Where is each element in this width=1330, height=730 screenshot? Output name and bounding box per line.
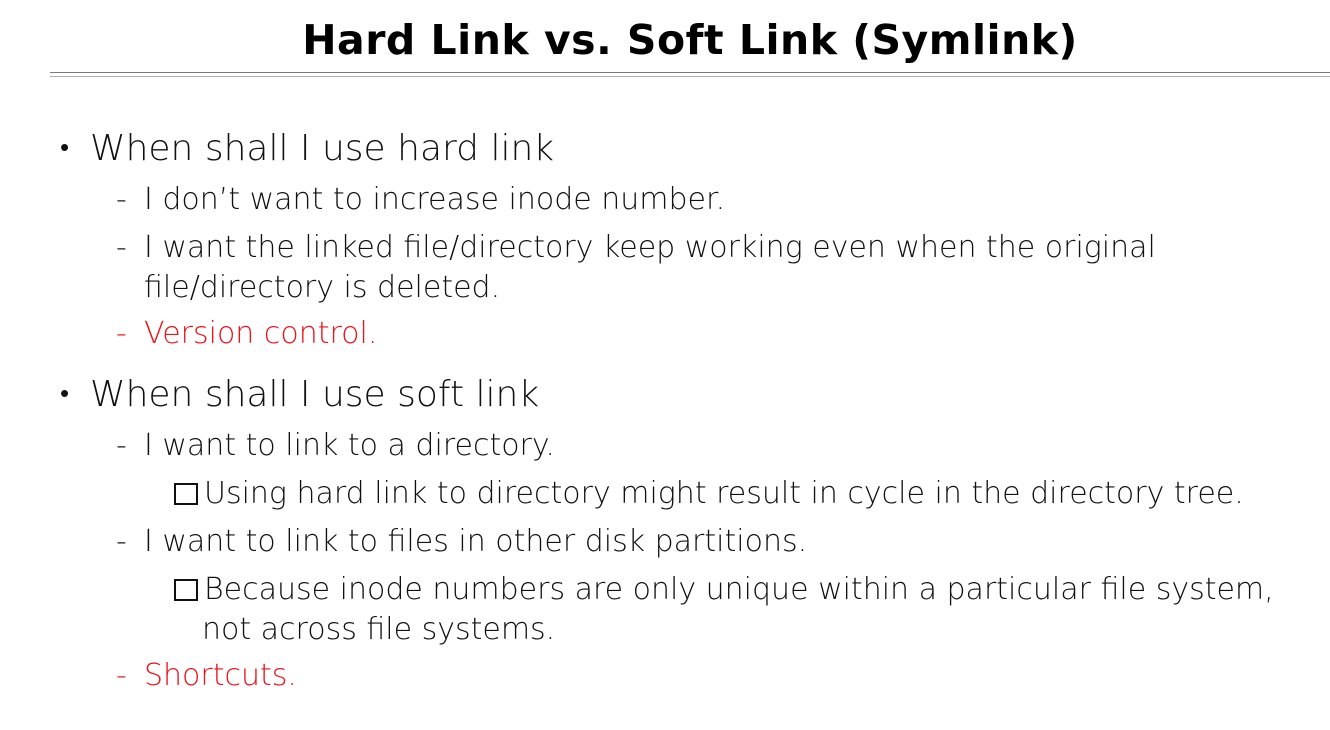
soft-item-shortcuts [116,658,297,693]
soft-item-text: Shortcuts. [144,658,297,693]
dash-icon: - [116,524,127,559]
soft-item-text: I want to link to files in other disk partitions. [144,524,808,559]
soft-subitem-text: Using hard link to directory might result in cycle in the directory tree. [204,476,1244,511]
hard-item-text: Version control. [144,316,378,351]
soft-item-directory [116,428,555,463]
soft-link-heading: When shall I use soft link [90,374,540,415]
checkbox-square-icon [174,483,198,505]
hard-item-text: I don’t want to increase inode number. [144,182,726,217]
soft-item-partitions [116,524,807,559]
hard-item-inode [116,182,725,217]
bullet-icon: • [60,133,70,163]
dash-icon: - [116,230,127,265]
dash-icon: - [116,182,127,217]
title-divider [50,72,1330,73]
hard-item-version-control [116,316,377,351]
title-divider-secondary [50,76,1330,77]
slide-title: Hard Link vs. Soft Link (Symlink) [302,16,1078,64]
dash-icon: - [116,316,127,351]
hard-item-keep-working [116,228,1156,308]
bullet-icon: • [60,379,70,409]
soft-subitem-text-line-1: Because inode numbers are only unique within a particular file system, [204,572,1274,607]
soft-subitem-inode-unique [174,570,1274,650]
dash-icon: - [116,428,127,463]
dash-icon: - [116,658,127,693]
hard-link-heading: When shall I use hard link [90,128,555,169]
hard-item-text-line-1: I want the linked file/directory keep working even when the original [144,230,1156,265]
checkbox-square-icon [174,579,198,601]
soft-subitem-cycle [174,476,1244,511]
hard-item-text-wrap [144,228,1156,308]
hard-item-text-line-2: file/directory is deleted. [144,270,501,305]
bullet-hard-link-heading [60,128,554,169]
soft-subitem-text-line-2: not across file systems. [202,612,556,647]
soft-item-text: I want to link to a directory. [144,428,555,463]
bullet-soft-link-heading [60,374,539,415]
